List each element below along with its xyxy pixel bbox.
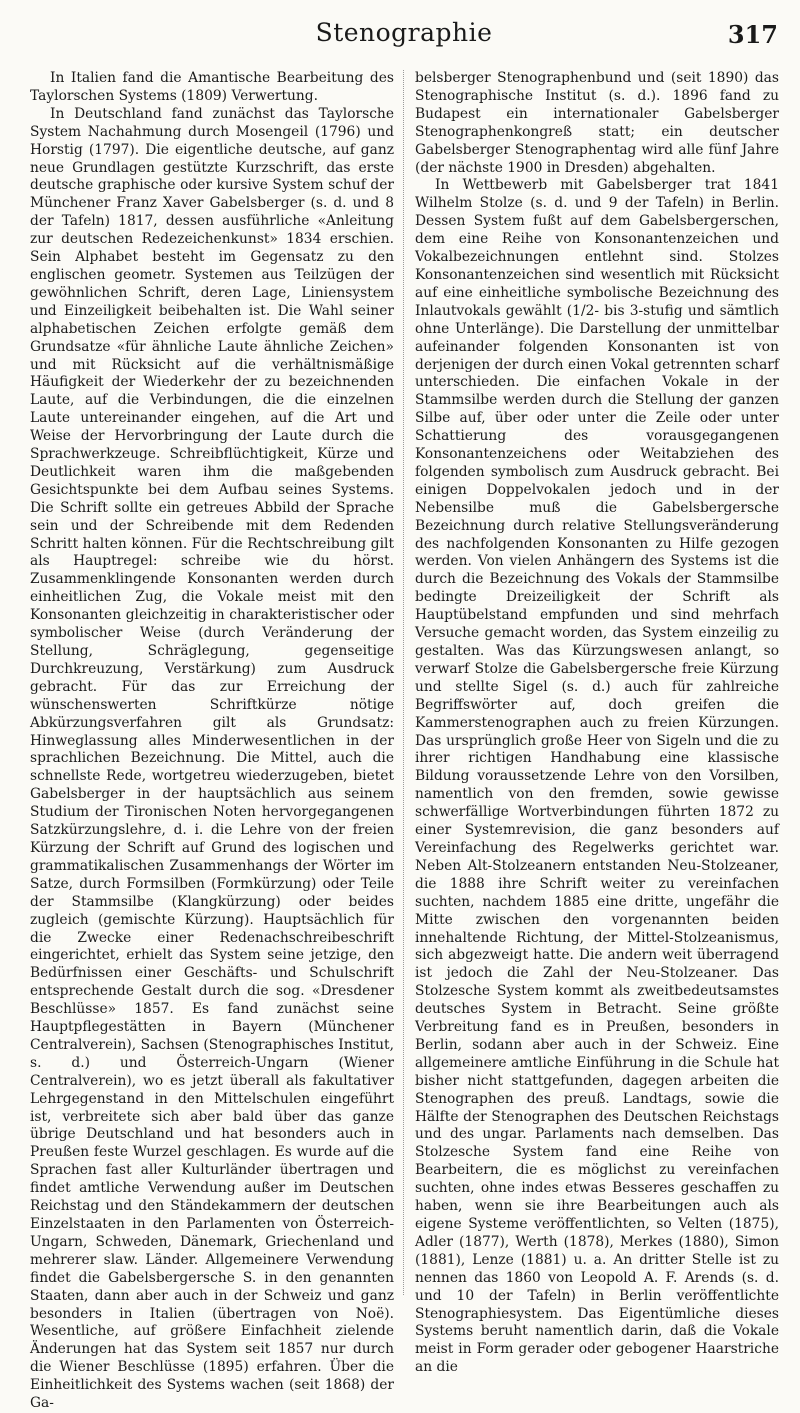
page-number: 317 (727, 20, 778, 49)
running-title: Stenographie (315, 18, 493, 47)
paragraph-deutschland-gabelsberger: In Deutschland fand zunächst das Taylorsche System Nachahmung durch Mosengeil (1796) und Horstig (1797). Die eigentliche deutsche, auf ganz neue Grundlagen gestützte Kurzschrift, das erste deutsche graphische oder kursive System schuf der Münchener Franz Xaver Gabelsberger (s. d. und 8 der Tafeln) 1817, dessen ausführliche «Anleitung zur deutschen Redezeichenkunst» 1834 erschien. Sein Alphabet besteht im Gegensatz zu den englischen geometr. Systemen aus Teilzügen der gewöhnlichen Schrift, deren Lage, Liniensystem und Einzeiligkeit beibehalten ist. Die Wahl seiner alphabetischen Zeichen erfolgte gemäß dem Grundsatze «für ähnliche Laute ähnliche Zeichen» und mit Rücksicht auf die verhältnismäßige Häufigkeit der Wiederkehr der zu bezeichnenden Laute, auf die Verbindungen, die die einzelnen Laute untereinander eingehen, auf die Art und Weise der Hervorbringung der Laute durch die Sprachwerkzeuge. Schreibflüchtigkeit, Kürze und Deutlichkeit waren ihm die maßgebenden Gesichtspunkte bei dem Aufbau seines Systems. Die Schrift sollte ein getreues Abbild der Sprache sein und der Schreibende mit dem Redenden Schritt halten können. Für die Rechtschreibung gilt als Hauptregel: schreibe wie du hörst. Zusammenklingende Konsonanten werden durch einheitlichen Zug, die Vokale meist mit den Konsonanten gleichzeitig in charakteristischer oder symbolischer Weise (durch Veränderung der Stellung, Schräglegung, gegenseitige Durchkreuzung, Verstärkung) zum Ausdruck gebracht. Für das zur Erreichung der wünschenswerten Schriftkürze nötige Abkürzungsverfahren gilt als Grundsatz: Hinweglassung alles Minderwesentlichen in der sprachlichen Bezeichnung. Die Mittel, auch die schnellste Rede, wortgetreu wiederzugeben, bietet Gabelsberger in der hauptsächlich aus seinem Studium der Tironischen Noten hervorgegangenen Satzkürzungslehre, d. i. die Lehre von der freien Kürzung der Schrift auf Grund des logischen und grammatikalischen Zusammenhangs der Wörter im Satze, durch Formsilben (Formkürzung) oder Teile der Stammsilbe (Klangkürzung) oder beides zugleich (gemischte Kürzung). Hauptsächlich für die Zwecke einer Redenachschreibeschrift eingerichtet, erhielt das System seine jetzige, den Bedürfnissen einer Geschäfts- und Schulschrift entsprechende Gestalt durch die sog. «Dresdener Beschlüsse» 1857. Es fand zunächst seine Hauptpflegestätten in Bayern (Münchener Centralverein), Sachsen (Stenographisches Institut, s. d.) und Österreich-Ungarn (Wiener Centralverein), wo es jetzt überall als fakultativer Lehrgegenstand in den Mittelschulen eingeführt ist, verbreitete sich aber bald über das ganze übrige Deutschland und hat besonders auch in Preußen feste Wurzel geschlagen. Es wurde auf die Sprachen fast aller Kulturländer übertragen und findet amtliche Verwendung außer im Deutschen Reichstag und den Ständekammern der deutschen Einzelstaaten in den Parlamenten von Österreich-Ungarn, Schweden, Dänemark, Griechenland und mehrerer slaw. Länder. Allgemeinere Verwendung findet die Gabelsbergersche S. in den genannten Staaten, dann aber auch in der Schweiz und ganz besonders in Italien (übertragen von Noë). Wesentliche, auf größere Einfachheit zielende Änderungen hat das System seit 1857 nur durch die Wiener Beschlüsse (1895) erfahren. Über die Einheitlichkeit des Systems wachen (seit 1868) der Ga- (30, 105, 394, 1412)
paragraph-continuation: belsberger Stenographenbund und (seit 1890) das Stenographische Institut (s. d.). 1896 fand zu Budapest ein internationaler Gabelsberger Stenographenkongreß statt; ein deutscher Gabelsberger Stenographentag wird alle fünf Jahre (der nächste 1900 in Dresden) abgehalten. (415, 70, 779, 176)
right-column (415, 70, 779, 1376)
page-header (30, 18, 778, 58)
paragraph-stolze-arends: In Wettbewerb mit Gabelsberger trat 1841 Wilhelm Stolze (s. d. und 9 der Tafeln) in Berlin. Dessen System fußt auf dem Gabelsbergerschen, dem eine Reihe von Konsonantenzeichen und Vokalbezeichnungen entlehnt sind. Stolzes Konsonantenzeichen sind wesentlich mit Rücksicht auf eine einheitliche symbolische Bezeichnung des Inlautvokals gewählt (1/2- bis 3-stufig und sämtlich ohne Unterlänge). Die Darstellung der unmittelbar aufeinander folgenden Konsonanten ist von derjenigen der durch einen Vokal getrennten scharf unterschieden. Die einfachen Vokale in der Stammsilbe werden durch die Stellung der ganzen Silbe auf, über oder unter die Zeile oder unter Schattierung des vorausgegangenen Konsonantenzeichens oder Weitabziehen des folgenden symbolisch zum Ausdruck gebracht. Bei einigen Doppelvokalen jedoch und in der Nebensilbe muß die Gabelsbergersche Bezeichnung durch relative Stellungsveränderung des nachfolgenden Konsonanten zu Hilfe gezogen werden. Von vielen Anhängern des Systems ist die durch die Bezeichnung des Vokals der Stammsilbe bedingte Dreizeiligkeit der Schrift als Hauptübelstand empfunden und sind mehrfach Versuche gemacht worden, das System einzeilig zu gestalten. Was das Kürzungswesen anlangt, so verwarf Stolze die Gabelsbergersche freie Kürzung und stellte Sigel (s. d.) auch für zahlreiche Begriffswörter auf, doch greifen die Kammerstenographen auch zu freien Kürzungen. Das ursprünglich große Heer von Sigeln und die zu ihrer richtigen Handhabung eine klassische Bildung voraussetzende Lehre von den Vorsilben, namentlich von den fremden, sowie gewisse schwerfällige Wortverbindungen führten 1872 zu einer Systemrevision, die ganz besonders auf Vereinfachung des Regelwerks gerichtet war. Neben Alt-Stolzeanern entstanden Neu-Stolzeaner, die 1888 ihre Schrift weiter zu vereinfachen suchten, nachdem 1885 eine dritte, ungefähr die Mitte zwischen den vorgenannten beiden innehaltende Richtung, der Mittel-Stolzeanismus, sich abgezweigt hatte. Die andern weit überragend ist jedoch die Zahl der Neu-Stolzeaner. Das Stolzesche System kommt als zweitbedeutsamstes deutsches System in Betracht. Seine größte Verbreitung fand es in Preußen, besonders in Berlin, sodann aber auch in der Schweiz. Eine allgemeinere amtliche Einführung in die Schule hat bisher nicht stattgefunden, dagegen arbeiten die Stenographen des preuß. Landtags, sowie die Hälfte der Stenographen des Deutschen Reichstags und des ungar. Parlaments nach demselben. Das Stolzesche System fand eine Reihe von Bearbeitern, die es möglichst zu vereinfachen suchten, ohne indes etwas Besseres geschaffen zu haben, wenn sie ihre Bearbeitungen auch als eigene Systeme veröffentlichten, so Velten (1875), Adler (1877), Werth (1878), Merkes (1880), Simon (1881), Lenze (1881) u. a. An dritter Stelle ist zu nennen das 1860 von Leopold A. F. Arends (s. d. und 10 der Tafeln) in Berlin veröffentlichte Stenographiesystem. Das Eigentümliche dieses Systems beruht namentlich darin, daß die Vokale meist in Form gerader oder gebogener Haarstriche an die (415, 177, 779, 1376)
paragraph-italien: In Italien fand die Amantische Bearbeitung des Taylorschen Systems (1809) Verwertung. (30, 70, 394, 104)
column-divider (403, 70, 404, 1295)
left-column (30, 70, 394, 1412)
